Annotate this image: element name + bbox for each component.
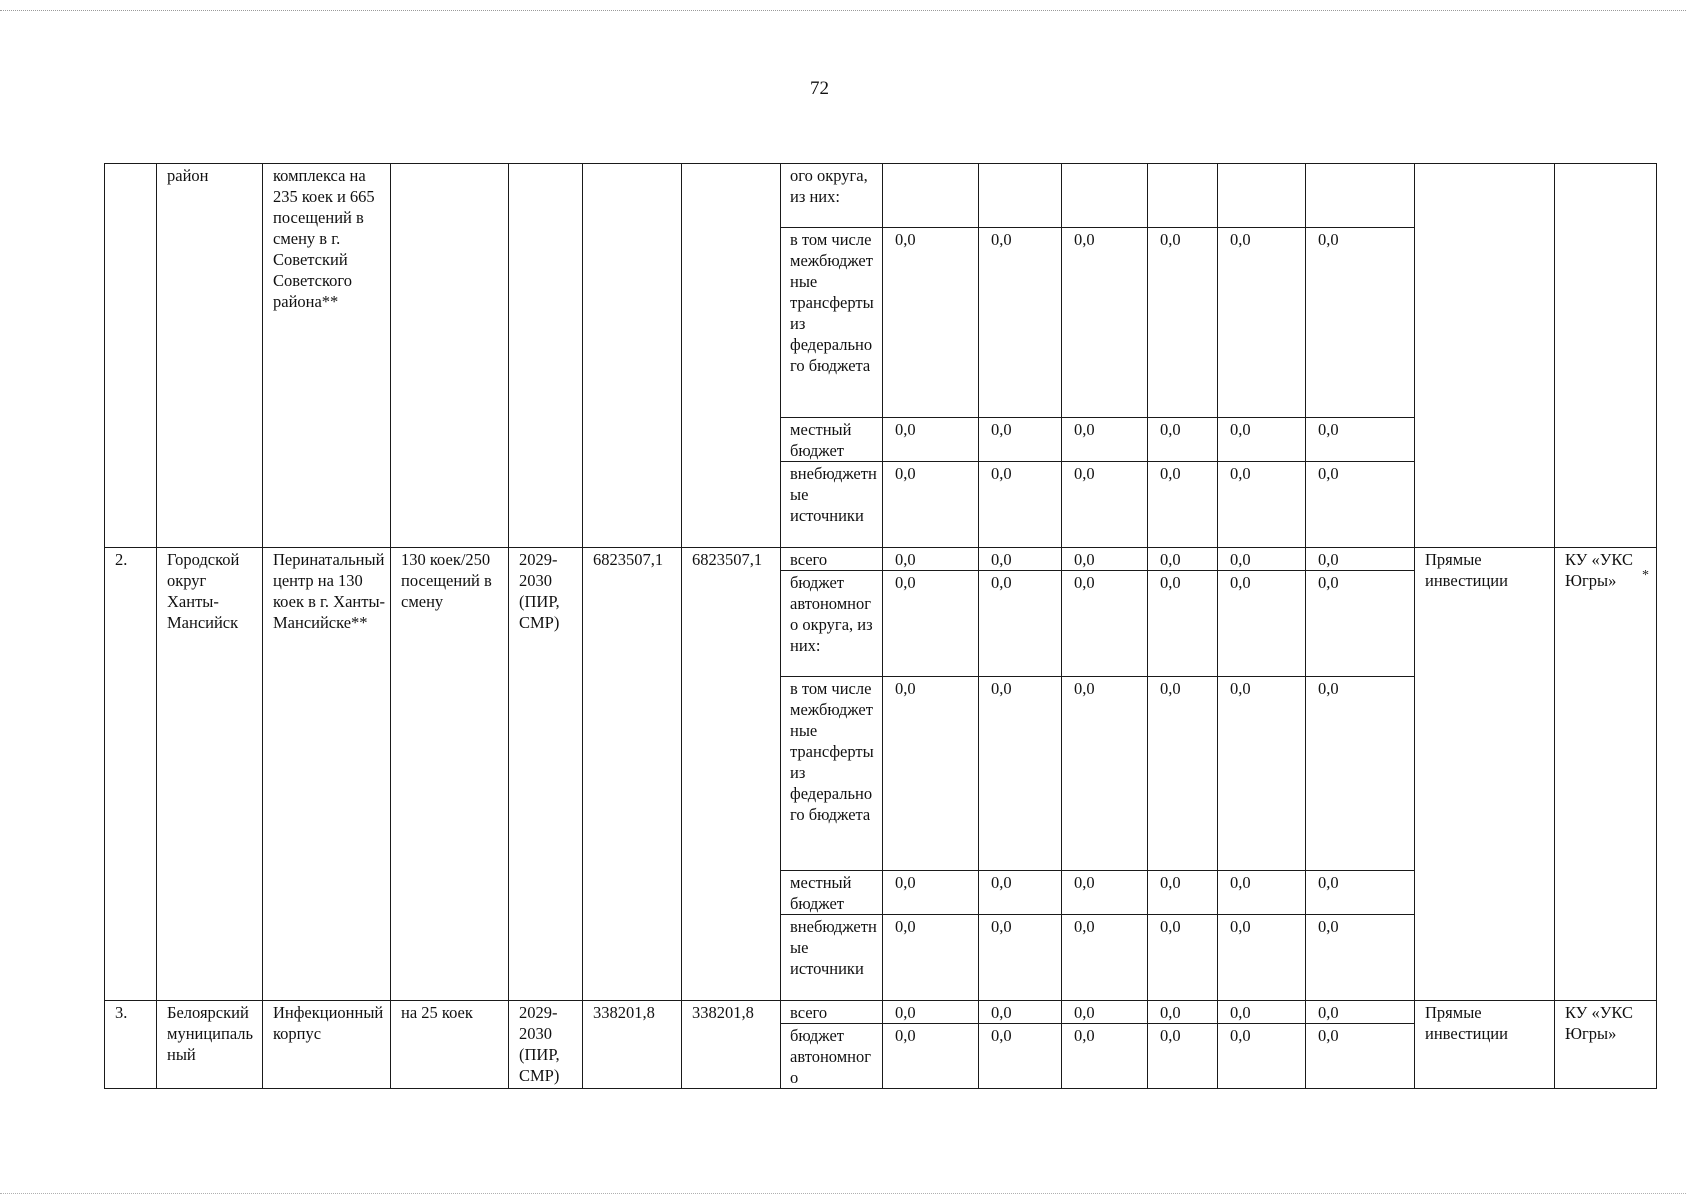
value-cell <box>1062 164 1148 228</box>
value-cell: 0,0 <box>883 1001 979 1024</box>
row-number-cell <box>105 164 157 548</box>
row-number-cell: 2. <box>105 548 157 1001</box>
value-cell: 0,0 <box>1062 871 1148 915</box>
period-cell <box>509 164 583 548</box>
value-cell: 0,0 <box>883 871 979 915</box>
value-cell: 0,0 <box>1148 548 1218 571</box>
value-cell <box>1148 164 1218 228</box>
period-cell: 2029-2030 (ПИР, СМР) <box>509 1001 583 1089</box>
value-cell: 0,0 <box>1218 871 1306 915</box>
mechanism-cell: Прямые инвестиции <box>1415 1001 1555 1089</box>
value-cell: 0,0 <box>979 548 1062 571</box>
cost-remaining-cell: 6823507,1 <box>682 548 781 1001</box>
margin-mark: * <box>1642 568 1649 583</box>
scan-edge-top <box>0 10 1686 11</box>
value-cell: 0,0 <box>883 571 979 677</box>
value-cell: 0,0 <box>1148 871 1218 915</box>
funding-source-cell: ого округа, из них: <box>781 164 883 228</box>
value-cell: 0,0 <box>1306 1001 1415 1024</box>
value-cell: 0,0 <box>1148 915 1218 1001</box>
funding-source-cell: внебюджетные источники <box>781 915 883 1001</box>
funding-source-cell: всего <box>781 548 883 571</box>
funding-source-cell: бюджет автономного <box>781 1024 883 1089</box>
customer-cell <box>1555 164 1657 548</box>
region-cell: Белоярский муниципальный <box>157 1001 263 1089</box>
value-cell: 0,0 <box>1218 677 1306 871</box>
value-cell: 0,0 <box>1218 548 1306 571</box>
capacity-cell: на 25 коек <box>391 1001 509 1089</box>
cost-estimate-cell: 338201,8 <box>583 1001 682 1089</box>
value-cell: 0,0 <box>1062 1001 1148 1024</box>
value-cell: 0,0 <box>979 677 1062 871</box>
value-cell: 0,0 <box>1062 228 1148 418</box>
value-cell: 0,0 <box>1218 1024 1306 1089</box>
value-cell: 0,0 <box>1306 228 1415 418</box>
value-cell: 0,0 <box>1062 915 1148 1001</box>
value-cell: 0,0 <box>1062 418 1148 462</box>
value-cell: 0,0 <box>883 677 979 871</box>
funding-source-cell: местный бюджет <box>781 418 883 462</box>
value-cell: 0,0 <box>883 1024 979 1089</box>
value-cell: 0,0 <box>979 1024 1062 1089</box>
value-cell: 0,0 <box>1148 1024 1218 1089</box>
value-cell: 0,0 <box>979 418 1062 462</box>
value-cell: 0,0 <box>1306 1024 1415 1089</box>
value-cell: 0,0 <box>1218 1001 1306 1024</box>
customer-cell: КУ «УКС Югры» <box>1555 548 1657 1001</box>
value-cell: 0,0 <box>1306 548 1415 571</box>
funding-source-cell: в том числе межбюджетные трансферты из федерального бюджета <box>781 677 883 871</box>
value-cell: 0,0 <box>1062 1024 1148 1089</box>
row-number-cell: 3. <box>105 1001 157 1089</box>
cost-estimate-cell: 6823507,1 <box>583 548 682 1001</box>
object-cell: Перинатальный центр на 130 коек в г. Ханты-Мансийске** <box>263 548 391 1001</box>
value-cell: 0,0 <box>1062 677 1148 871</box>
funding-source-cell: местный бюджет <box>781 871 883 915</box>
region-cell: Городской округ Ханты-Мансийск <box>157 548 263 1001</box>
table-row <box>105 1001 1657 1024</box>
value-cell: 0,0 <box>1306 871 1415 915</box>
cost-remaining-cell <box>682 164 781 548</box>
value-cell: 0,0 <box>1062 548 1148 571</box>
page-number: 72 <box>810 78 829 99</box>
value-cell: 0,0 <box>1148 418 1218 462</box>
value-cell: 0,0 <box>1148 1001 1218 1024</box>
value-cell: 0,0 <box>979 915 1062 1001</box>
value-cell: 0,0 <box>979 228 1062 418</box>
scan-edge-bottom <box>0 1193 1686 1194</box>
capacity-cell <box>391 164 509 548</box>
value-cell: 0,0 <box>979 462 1062 548</box>
value-cell: 0,0 <box>1306 418 1415 462</box>
value-cell: 0,0 <box>1306 915 1415 1001</box>
mechanism-cell: Прямые инвестиции <box>1415 548 1555 1001</box>
capacity-cell: 130 коек/250 посещений в смену <box>391 548 509 1001</box>
value-cell: 0,0 <box>979 571 1062 677</box>
value-cell: 0,0 <box>883 548 979 571</box>
value-cell <box>979 164 1062 228</box>
value-cell <box>1306 164 1415 228</box>
value-cell: 0,0 <box>1306 462 1415 548</box>
value-cell <box>1218 164 1306 228</box>
value-cell: 0,0 <box>883 915 979 1001</box>
customer-cell: КУ «УКС Югры» <box>1555 1001 1657 1089</box>
value-cell: 0,0 <box>1306 677 1415 871</box>
value-cell: 0,0 <box>883 418 979 462</box>
value-cell: 0,0 <box>1148 228 1218 418</box>
investment-table <box>104 163 1657 1089</box>
funding-source-cell: внебюджетные источники <box>781 462 883 548</box>
value-cell: 0,0 <box>1062 462 1148 548</box>
value-cell: 0,0 <box>883 228 979 418</box>
value-cell: 0,0 <box>1218 418 1306 462</box>
funding-source-cell: всего <box>781 1001 883 1024</box>
funding-source-cell: в том числе межбюджетные трансферты из федерального бюджета <box>781 228 883 418</box>
funding-source-cell: бюджет автономного округа, из них: <box>781 571 883 677</box>
value-cell: 0,0 <box>1148 462 1218 548</box>
period-cell: 2029-2030 (ПИР, СМР) <box>509 548 583 1001</box>
value-cell: 0,0 <box>883 462 979 548</box>
value-cell: 0,0 <box>1218 571 1306 677</box>
table-row <box>105 164 1657 228</box>
value-cell <box>883 164 979 228</box>
value-cell: 0,0 <box>1148 677 1218 871</box>
value-cell: 0,0 <box>979 1001 1062 1024</box>
mechanism-cell <box>1415 164 1555 548</box>
value-cell: 0,0 <box>1148 571 1218 677</box>
value-cell: 0,0 <box>1062 571 1148 677</box>
object-cell: Инфекционный корпус <box>263 1001 391 1089</box>
table-row <box>105 548 1657 571</box>
value-cell: 0,0 <box>979 871 1062 915</box>
cost-estimate-cell <box>583 164 682 548</box>
value-cell: 0,0 <box>1218 228 1306 418</box>
value-cell: 0,0 <box>1306 571 1415 677</box>
region-cell: район <box>157 164 263 548</box>
value-cell: 0,0 <box>1218 915 1306 1001</box>
value-cell: 0,0 <box>1218 462 1306 548</box>
cost-remaining-cell: 338201,8 <box>682 1001 781 1089</box>
object-cell: комплекса на 235 коек и 665 посещений в смену в г. Советский Советского района** <box>263 164 391 548</box>
